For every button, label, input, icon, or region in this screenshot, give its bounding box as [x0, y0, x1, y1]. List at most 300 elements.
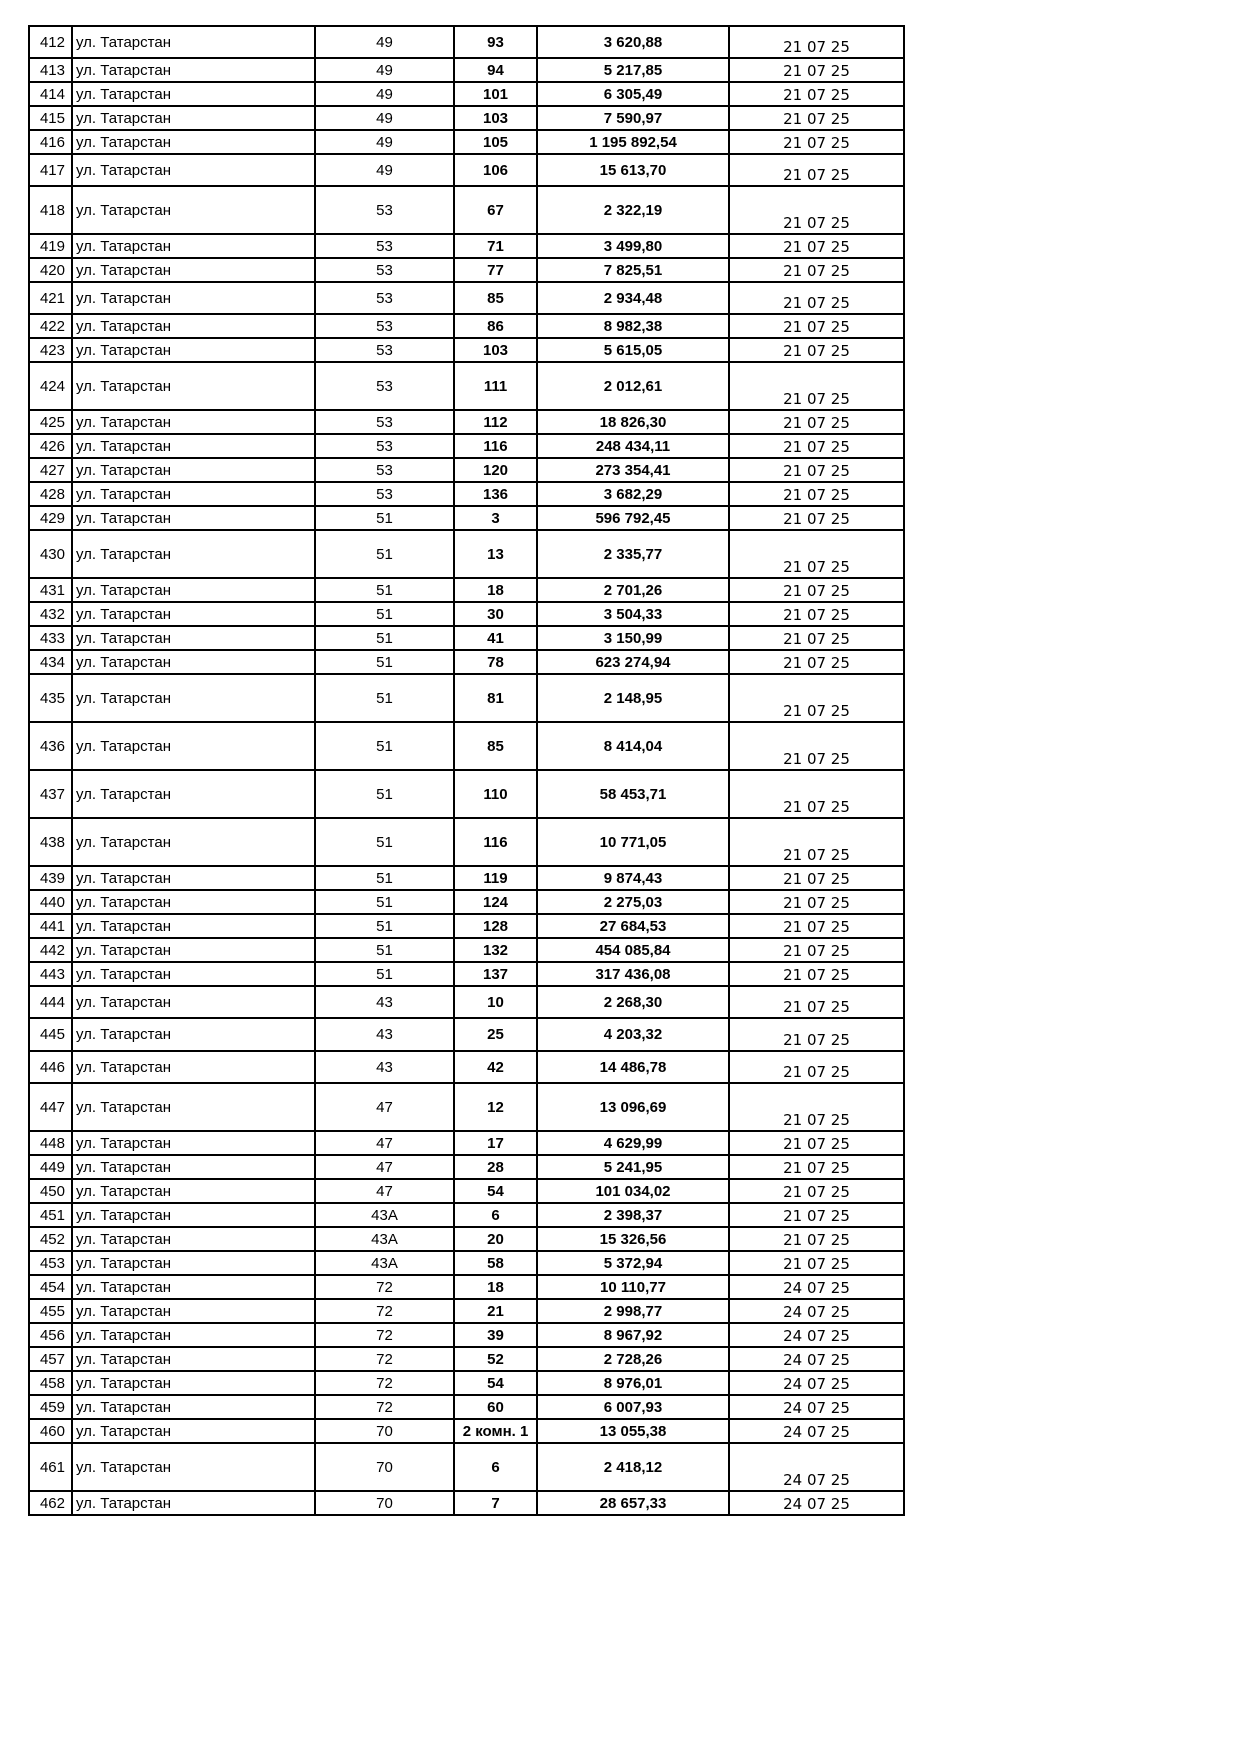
table-row: [29, 82, 904, 106]
street-cell: ул. Татарстан: [72, 58, 315, 82]
table-row: [29, 602, 904, 626]
amount-cell: 7 590,97: [537, 106, 729, 130]
street-cell: ул. Татарстан: [72, 602, 315, 626]
street-cell: ул. Татарстан: [72, 1155, 315, 1179]
street-cell: ул. Татарстан: [72, 506, 315, 530]
date-cell: 24 07 25: [729, 1443, 904, 1491]
row-number: 436: [29, 722, 72, 770]
row-number: 443: [29, 962, 72, 986]
amount-cell: 3 499,80: [537, 234, 729, 258]
table-row: [29, 770, 904, 818]
row-number: 460: [29, 1419, 72, 1443]
amount-cell: 454 085,84: [537, 938, 729, 962]
date-cell: 21 07 25: [729, 258, 904, 282]
house-cell: 53: [315, 258, 454, 282]
date-cell: 21 07 25: [729, 186, 904, 234]
date-cell: 24 07 25: [729, 1323, 904, 1347]
apartment-cell: 103: [454, 106, 537, 130]
street-cell: ул. Татарстан: [72, 1299, 315, 1323]
amount-cell: 58 453,71: [537, 770, 729, 818]
amount-cell: 4 629,99: [537, 1131, 729, 1155]
amount-cell: 623 274,94: [537, 650, 729, 674]
amount-cell: 14 486,78: [537, 1051, 729, 1083]
row-number: 438: [29, 818, 72, 866]
row-number: 426: [29, 434, 72, 458]
house-cell: 53: [315, 482, 454, 506]
table-row: [29, 1299, 904, 1323]
amount-cell: 18 826,30: [537, 410, 729, 434]
amount-cell: 248 434,11: [537, 434, 729, 458]
house-cell: 49: [315, 82, 454, 106]
row-number: 452: [29, 1227, 72, 1251]
house-cell: 51: [315, 866, 454, 890]
table-row: [29, 962, 904, 986]
table-row: [29, 1395, 904, 1419]
house-cell: 49: [315, 106, 454, 130]
row-number: 437: [29, 770, 72, 818]
row-number: 446: [29, 1051, 72, 1083]
amount-cell: 10 110,77: [537, 1275, 729, 1299]
house-cell: 53: [315, 314, 454, 338]
table-row: [29, 434, 904, 458]
house-cell: 53: [315, 362, 454, 410]
amount-cell: 2 998,77: [537, 1299, 729, 1323]
street-cell: ул. Татарстан: [72, 626, 315, 650]
date-cell: 24 07 25: [729, 1275, 904, 1299]
amount-cell: 8 967,92: [537, 1323, 729, 1347]
debt-table-body: [29, 26, 904, 1515]
amount-cell: 5 372,94: [537, 1251, 729, 1275]
street-cell: ул. Татарстан: [72, 818, 315, 866]
table-row: [29, 866, 904, 890]
date-cell: 24 07 25: [729, 1347, 904, 1371]
apartment-cell: 137: [454, 962, 537, 986]
apartment-cell: 77: [454, 258, 537, 282]
house-cell: 49: [315, 26, 454, 58]
apartment-cell: 13: [454, 530, 537, 578]
apartment-cell: 2 комн. 1: [454, 1419, 537, 1443]
apartment-cell: 60: [454, 1395, 537, 1419]
house-cell: 70: [315, 1491, 454, 1515]
street-cell: ул. Татарстан: [72, 130, 315, 154]
row-number: 440: [29, 890, 72, 914]
row-number: 454: [29, 1275, 72, 1299]
row-number: 448: [29, 1131, 72, 1155]
row-number: 445: [29, 1018, 72, 1051]
date-cell: 21 07 25: [729, 1131, 904, 1155]
house-cell: 70: [315, 1419, 454, 1443]
amount-cell: 596 792,45: [537, 506, 729, 530]
date-cell: 21 07 25: [729, 234, 904, 258]
table-row: [29, 458, 904, 482]
apartment-cell: 10: [454, 986, 537, 1018]
apartment-cell: 58: [454, 1251, 537, 1275]
house-cell: 51: [315, 914, 454, 938]
table-row: [29, 890, 904, 914]
house-cell: 47: [315, 1083, 454, 1131]
debt-table: [28, 25, 905, 1516]
amount-cell: 3 620,88: [537, 26, 729, 58]
street-cell: ул. Татарстан: [72, 1251, 315, 1275]
apartment-cell: 20: [454, 1227, 537, 1251]
apartment-cell: 93: [454, 26, 537, 58]
apartment-cell: 52: [454, 1347, 537, 1371]
date-cell: 21 07 25: [729, 282, 904, 314]
apartment-cell: 41: [454, 626, 537, 650]
house-cell: 51: [315, 722, 454, 770]
row-number: 425: [29, 410, 72, 434]
row-number: 432: [29, 602, 72, 626]
apartment-cell: 6: [454, 1443, 537, 1491]
street-cell: ул. Татарстан: [72, 1131, 315, 1155]
house-cell: 53: [315, 186, 454, 234]
date-cell: 21 07 25: [729, 458, 904, 482]
house-cell: 51: [315, 530, 454, 578]
street-cell: ул. Татарстан: [72, 482, 315, 506]
apartment-cell: 71: [454, 234, 537, 258]
apartment-cell: 18: [454, 1275, 537, 1299]
table-row: [29, 58, 904, 82]
street-cell: ул. Татарстан: [72, 986, 315, 1018]
table-row: [29, 154, 904, 186]
amount-cell: 2 728,26: [537, 1347, 729, 1371]
table-row: [29, 1371, 904, 1395]
row-number: 413: [29, 58, 72, 82]
house-cell: 43: [315, 1018, 454, 1051]
house-cell: 47: [315, 1155, 454, 1179]
row-number: 424: [29, 362, 72, 410]
row-number: 417: [29, 154, 72, 186]
table-row: [29, 530, 904, 578]
table-row: [29, 338, 904, 362]
street-cell: ул. Татарстан: [72, 1491, 315, 1515]
row-number: 429: [29, 506, 72, 530]
table-row: [29, 362, 904, 410]
date-cell: 24 07 25: [729, 1299, 904, 1323]
street-cell: ул. Татарстан: [72, 1395, 315, 1419]
amount-cell: 2 148,95: [537, 674, 729, 722]
row-number: 447: [29, 1083, 72, 1131]
street-cell: ул. Татарстан: [72, 106, 315, 130]
date-cell: 21 07 25: [729, 154, 904, 186]
street-cell: ул. Татарстан: [72, 1347, 315, 1371]
amount-cell: 8 976,01: [537, 1371, 729, 1395]
street-cell: ул. Татарстан: [72, 82, 315, 106]
apartment-cell: 54: [454, 1179, 537, 1203]
table-row: [29, 914, 904, 938]
house-cell: 51: [315, 962, 454, 986]
street-cell: ул. Татарстан: [72, 434, 315, 458]
apartment-cell: 28: [454, 1155, 537, 1179]
amount-cell: 2 701,26: [537, 578, 729, 602]
row-number: 450: [29, 1179, 72, 1203]
apartment-cell: 124: [454, 890, 537, 914]
street-cell: ул. Татарстан: [72, 338, 315, 362]
house-cell: 43: [315, 986, 454, 1018]
table-row: [29, 650, 904, 674]
house-cell: 49: [315, 58, 454, 82]
row-number: 449: [29, 1155, 72, 1179]
apartment-cell: 18: [454, 578, 537, 602]
table-row: [29, 282, 904, 314]
house-cell: 43: [315, 1051, 454, 1083]
date-cell: 21 07 25: [729, 530, 904, 578]
street-cell: ул. Татарстан: [72, 722, 315, 770]
apartment-cell: 128: [454, 914, 537, 938]
street-cell: ул. Татарстан: [72, 674, 315, 722]
amount-cell: 273 354,41: [537, 458, 729, 482]
apartment-cell: 7: [454, 1491, 537, 1515]
apartment-cell: 21: [454, 1299, 537, 1323]
amount-cell: 101 034,02: [537, 1179, 729, 1203]
apartment-cell: 101: [454, 82, 537, 106]
date-cell: 21 07 25: [729, 314, 904, 338]
row-number: 434: [29, 650, 72, 674]
amount-cell: 3 150,99: [537, 626, 729, 650]
amount-cell: 317 436,08: [537, 962, 729, 986]
street-cell: ул. Татарстан: [72, 1323, 315, 1347]
date-cell: 21 07 25: [729, 130, 904, 154]
date-cell: 21 07 25: [729, 26, 904, 58]
row-number: 461: [29, 1443, 72, 1491]
amount-cell: 4 203,32: [537, 1018, 729, 1051]
house-cell: 53: [315, 234, 454, 258]
house-cell: 51: [315, 770, 454, 818]
house-cell: 47: [315, 1179, 454, 1203]
street-cell: ул. Татарстан: [72, 866, 315, 890]
apartment-cell: 42: [454, 1051, 537, 1083]
house-cell: 51: [315, 650, 454, 674]
table-row: [29, 106, 904, 130]
row-number: 419: [29, 234, 72, 258]
house-cell: 51: [315, 818, 454, 866]
amount-cell: 5 615,05: [537, 338, 729, 362]
date-cell: 24 07 25: [729, 1371, 904, 1395]
row-number: 444: [29, 986, 72, 1018]
table-row: [29, 506, 904, 530]
house-cell: 43А: [315, 1251, 454, 1275]
date-cell: 21 07 25: [729, 1018, 904, 1051]
street-cell: ул. Татарстан: [72, 890, 315, 914]
street-cell: ул. Татарстан: [72, 578, 315, 602]
table-row: [29, 258, 904, 282]
street-cell: ул. Татарстан: [72, 1371, 315, 1395]
apartment-cell: 30: [454, 602, 537, 626]
row-number: 439: [29, 866, 72, 890]
street-cell: ул. Татарстан: [72, 770, 315, 818]
apartment-cell: 116: [454, 434, 537, 458]
date-cell: 21 07 25: [729, 1203, 904, 1227]
row-number: 422: [29, 314, 72, 338]
date-cell: 24 07 25: [729, 1395, 904, 1419]
street-cell: ул. Татарстан: [72, 1051, 315, 1083]
date-cell: 21 07 25: [729, 722, 904, 770]
house-cell: 51: [315, 626, 454, 650]
street-cell: ул. Татарстан: [72, 1227, 315, 1251]
row-number: 415: [29, 106, 72, 130]
table-row: [29, 1227, 904, 1251]
date-cell: 21 07 25: [729, 410, 904, 434]
table-row: [29, 234, 904, 258]
amount-cell: 27 684,53: [537, 914, 729, 938]
amount-cell: 2 398,37: [537, 1203, 729, 1227]
apartment-cell: 17: [454, 1131, 537, 1155]
date-cell: 21 07 25: [729, 674, 904, 722]
street-cell: ул. Татарстан: [72, 1083, 315, 1131]
table-row: [29, 674, 904, 722]
table-row: [29, 1419, 904, 1443]
date-cell: 21 07 25: [729, 362, 904, 410]
amount-cell: 3 682,29: [537, 482, 729, 506]
apartment-cell: 67: [454, 186, 537, 234]
row-number: 412: [29, 26, 72, 58]
table-row: [29, 722, 904, 770]
apartment-cell: 85: [454, 722, 537, 770]
amount-cell: 2 322,19: [537, 186, 729, 234]
row-number: 418: [29, 186, 72, 234]
house-cell: 51: [315, 506, 454, 530]
street-cell: ул. Татарстан: [72, 1275, 315, 1299]
table-row: [29, 1018, 904, 1051]
date-cell: 21 07 25: [729, 106, 904, 130]
house-cell: 53: [315, 458, 454, 482]
date-cell: 21 07 25: [729, 602, 904, 626]
table-row: [29, 1491, 904, 1515]
apartment-cell: 25: [454, 1018, 537, 1051]
apartment-cell: 110: [454, 770, 537, 818]
table-row: [29, 626, 904, 650]
street-cell: ул. Татарстан: [72, 938, 315, 962]
date-cell: 21 07 25: [729, 1155, 904, 1179]
amount-cell: 15 326,56: [537, 1227, 729, 1251]
date-cell: 21 07 25: [729, 938, 904, 962]
row-number: 421: [29, 282, 72, 314]
date-cell: 21 07 25: [729, 578, 904, 602]
table-row: [29, 1179, 904, 1203]
date-cell: 21 07 25: [729, 890, 904, 914]
amount-cell: 13 096,69: [537, 1083, 729, 1131]
amount-cell: 8 982,38: [537, 314, 729, 338]
amount-cell: 9 874,43: [537, 866, 729, 890]
apartment-cell: 12: [454, 1083, 537, 1131]
row-number: 455: [29, 1299, 72, 1323]
street-cell: ул. Татарстан: [72, 1419, 315, 1443]
amount-cell: 1 195 892,54: [537, 130, 729, 154]
apartment-cell: 81: [454, 674, 537, 722]
table-row: [29, 186, 904, 234]
row-number: 430: [29, 530, 72, 578]
amount-cell: 5 241,95: [537, 1155, 729, 1179]
street-cell: ул. Татарстан: [72, 1179, 315, 1203]
row-number: 441: [29, 914, 72, 938]
date-cell: 21 07 25: [729, 1251, 904, 1275]
table-row: [29, 1051, 904, 1083]
row-number: 435: [29, 674, 72, 722]
row-number: 459: [29, 1395, 72, 1419]
row-number: 451: [29, 1203, 72, 1227]
apartment-cell: 111: [454, 362, 537, 410]
row-number: 458: [29, 1371, 72, 1395]
row-number: 457: [29, 1347, 72, 1371]
table-row: [29, 410, 904, 434]
table-row: [29, 938, 904, 962]
row-number: 433: [29, 626, 72, 650]
apartment-cell: 132: [454, 938, 537, 962]
row-number: 431: [29, 578, 72, 602]
apartment-cell: 120: [454, 458, 537, 482]
street-cell: ул. Татарстан: [72, 1443, 315, 1491]
house-cell: 49: [315, 130, 454, 154]
table-row: [29, 482, 904, 506]
amount-cell: 10 771,05: [537, 818, 729, 866]
row-number: 416: [29, 130, 72, 154]
house-cell: 70: [315, 1443, 454, 1491]
apartment-cell: 54: [454, 1371, 537, 1395]
amount-cell: 6 305,49: [537, 82, 729, 106]
street-cell: ул. Татарстан: [72, 154, 315, 186]
apartment-cell: 106: [454, 154, 537, 186]
house-cell: 53: [315, 282, 454, 314]
apartment-cell: 6: [454, 1203, 537, 1227]
house-cell: 72: [315, 1371, 454, 1395]
street-cell: ул. Татарстан: [72, 186, 315, 234]
street-cell: ул. Татарстан: [72, 362, 315, 410]
date-cell: 21 07 25: [729, 82, 904, 106]
row-number: 442: [29, 938, 72, 962]
table-row: [29, 986, 904, 1018]
house-cell: 51: [315, 602, 454, 626]
row-number: 414: [29, 82, 72, 106]
apartment-cell: 112: [454, 410, 537, 434]
house-cell: 51: [315, 938, 454, 962]
date-cell: 21 07 25: [729, 1051, 904, 1083]
table-row: [29, 1275, 904, 1299]
house-cell: 72: [315, 1299, 454, 1323]
table-row: [29, 578, 904, 602]
house-cell: 49: [315, 154, 454, 186]
amount-cell: 2 012,61: [537, 362, 729, 410]
house-cell: 53: [315, 410, 454, 434]
apartment-cell: 105: [454, 130, 537, 154]
table-row: [29, 26, 904, 58]
date-cell: 21 07 25: [729, 1227, 904, 1251]
street-cell: ул. Татарстан: [72, 410, 315, 434]
amount-cell: 5 217,85: [537, 58, 729, 82]
table-row: [29, 1203, 904, 1227]
table-row: [29, 1251, 904, 1275]
date-cell: 21 07 25: [729, 866, 904, 890]
street-cell: ул. Татарстан: [72, 282, 315, 314]
apartment-cell: 78: [454, 650, 537, 674]
house-cell: 51: [315, 890, 454, 914]
date-cell: 21 07 25: [729, 1179, 904, 1203]
date-cell: 21 07 25: [729, 986, 904, 1018]
table-row: [29, 1131, 904, 1155]
apartment-cell: 39: [454, 1323, 537, 1347]
amount-cell: 3 504,33: [537, 602, 729, 626]
amount-cell: 2 335,77: [537, 530, 729, 578]
apartment-cell: 116: [454, 818, 537, 866]
street-cell: ул. Татарстан: [72, 258, 315, 282]
apartment-cell: 85: [454, 282, 537, 314]
table-row: [29, 1155, 904, 1179]
date-cell: 21 07 25: [729, 338, 904, 362]
date-cell: 24 07 25: [729, 1491, 904, 1515]
house-cell: 51: [315, 578, 454, 602]
street-cell: ул. Татарстан: [72, 26, 315, 58]
amount-cell: 28 657,33: [537, 1491, 729, 1515]
house-cell: 51: [315, 674, 454, 722]
